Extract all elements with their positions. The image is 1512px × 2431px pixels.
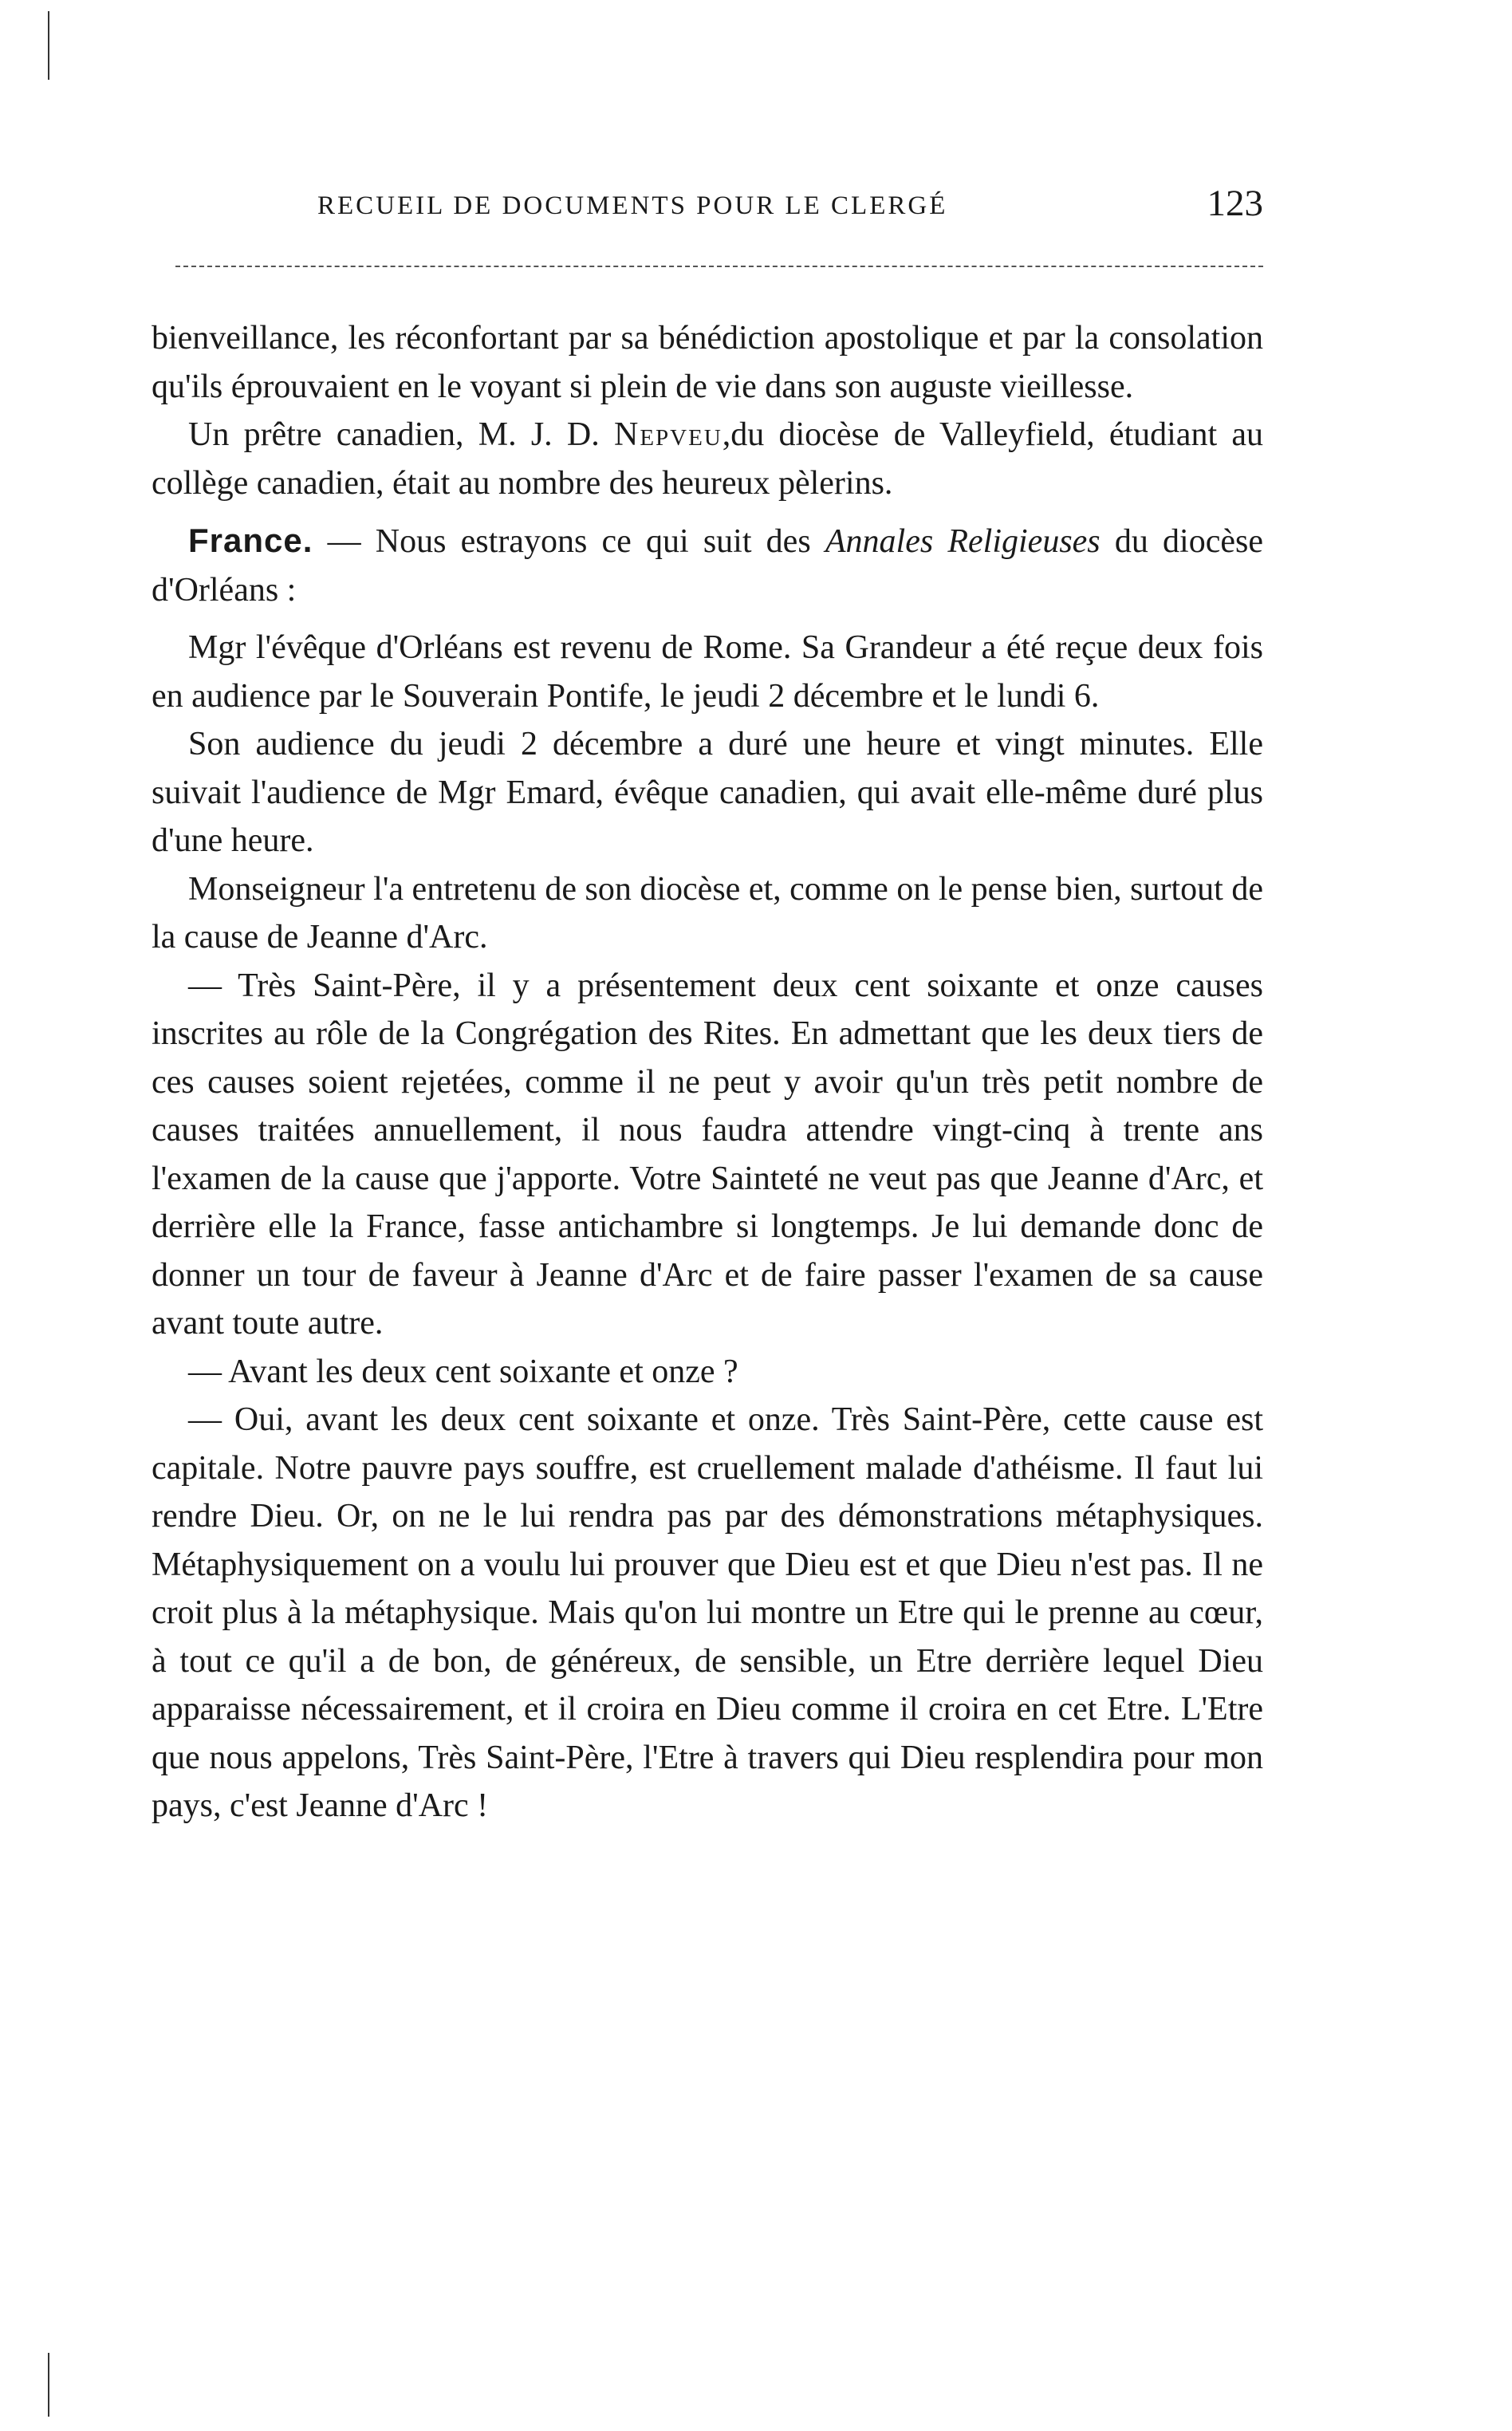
paragraph-5: Son audience du jeudi 2 décembre a duré une heure et vingt minutes. Elle suivait l'audience de Mgr Emard, évêque canadien, qui avait elle-même duré plus d'une heure. [152,726,1263,859]
paragraph-8: — Avant les deux cent soixante et onze ? [188,1353,738,1390]
paragraph-3-text-a: — Nous estrayons ce qui suit des [313,523,825,560]
running-head [152,182,1263,238]
paragraph-9: — Oui, avant les deux cent soixante et onze. Très Saint-Père, cette cause est capitale. Notre pauvre pays souffre, est cruellement malade d'athéisme. Il faut lui rendre Dieu. Or, on ne le lui rendra pas par des démonstrations métaphysiques. Métaphysiquement on a voulu lui prouver que Dieu est et que Dieu n'est pas. Il ne croit plus à la métaphysique. Mais qu'on lui montre un Etre qui le prenne au cœur, à tout ce qu'il a de bon, de généreux, de sensible, un Etre derrière lequel Dieu apparaisse nécessairement, et il croira en Dieu comme il croira en cet Etre. L'Etre que nous appelons, Très Saint-Père, l'Etre à travers qui Dieu resplendira pour mon pays, c'est Jeanne d'Arc ! [152,1401,1263,1824]
paragraph-4: Mgr l'évêque d'Orléans est revenu de Rome. Sa Grandeur a été reçue deux fois en audience par le Souverain Pontife, le jeudi 2 décembre et le lundi 6. [152,629,1263,715]
paragraph-3 [152,517,1263,614]
paragraph-7: — Très Saint-Père, il y a présentement deux cent soixante et onze causes inscrites au rôle de la Congrégation des Rites. En admettant que les deux tiers de ces causes soient rejetées, comme il ne peut y avoir qu'un très petit nombre de causes traitées annuellement, il nous faudra attendre vingt-cinq à trente ans l'examen de la cause que j'apporte. Votre Sainteté ne veut pas que Jeanne d'Arc, et derrière elle la France, fasse antichambre si longtemps. Je lui demande donc de donner un tour de faveur à Jeanne d'Arc et de faire passer l'examen de sa cause avant toute autre. [152,967,1263,1342]
person-name: Nepveu [613,416,723,453]
margin-mark-top [48,11,49,80]
paragraph-2 [152,411,1263,507]
page-number: 123 [1207,183,1263,224]
paragraph-2-text-a: Un prêtre canadien, M. J. D. [188,416,614,453]
section-heading-france: France. [188,522,313,559]
journal-title: Annales Religieuses [825,523,1101,560]
paragraph-3-text-b: du diocèse d'Orléans : [152,523,1263,609]
body-text [152,314,1263,1830]
paragraph-2-text-b: ,du diocèse de Valleyfield, étudiant au collège canadien, était au nombre des heureux pèlerins. [152,416,1264,502]
paragraph-1: bienveillance, les réconfortant par sa bénédiction apostolique et par la consolation qu'ils éprouvaient en le voyant si plein de vie dans son auguste vieillesse. [152,320,1263,405]
header-rule [175,266,1263,267]
running-title: RECUEIL DE DOCUMENTS POUR LE CLERGÉ [317,191,948,220]
margin-mark-bottom [48,2353,49,2417]
paragraph-6: Monseigneur l'a entretenu de son diocèse et, comme on le pense bien, surtout de la cause de Jeanne d'Arc. [152,870,1263,955]
